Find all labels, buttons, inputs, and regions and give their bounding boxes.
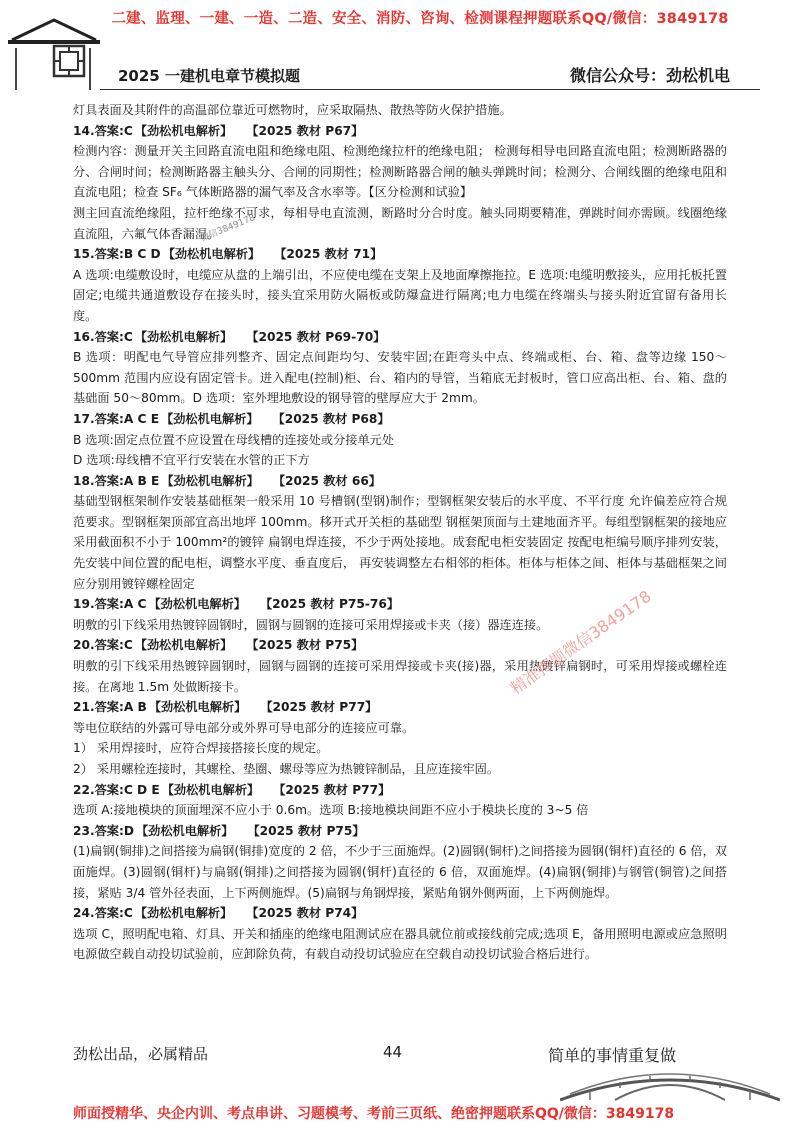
- answer-17-body-2: D 选项:母线槽不宜平行安装在水管的正下方: [73, 453, 310, 468]
- answer-21-item-2: 2） 采用螺栓连接时，其螺栓、垫圈、螺母等应为热镀锌制品，且应连接牢固。: [73, 762, 500, 776]
- answer-15-heading: 15.答案:B C D 【劲松机电解析】 【2025 教材 71】: [73, 247, 383, 262]
- answer-17-body: B 选项:固定点位置不应设置在母线槽的连接处或分接单元处: [73, 432, 395, 447]
- answer-18-heading: 18.答案:A B E 【劲松机电解析】 【2025 教材 66】: [73, 473, 381, 488]
- intro-paragraph: 灯具表面及其附件的高温部位靠近可燃物时，应采取隔热、散热等防火保护措施。: [73, 103, 512, 117]
- answer-20-heading: 20.答案:C 【劲松机电解析】 【2025 教材 P75】: [73, 638, 364, 653]
- header-title: 2025 一建机电章节模拟题: [118, 67, 300, 85]
- answer-21-heading: 21.答案:A B 【劲松机电解析】 【2025 教材 P77】: [73, 700, 378, 715]
- answer-16-body: B 选项：明配电气导管应排列整齐、固定点间距均匀、安装牢固;在距弯头中点、终端或柜、台、箱、盘等边缘 150～500mm 范围内应设有固定管卡。进入配电(控制)柜、台、箱内的导管，当箱底无封板时，管口应高出柜、台、箱、盘的基础面 50～80mm。D 选项：室外埋地敷设的钢导管的壁厚应大于 2mm。: [73, 350, 727, 406]
- bottom-banner: 师面授精华、央企内训、考点串讲、习题模考、考前三页纸、绝密押题联系QQ/微信：3849178: [73, 1106, 675, 1122]
- answer-19-body: 明敷的引下线采用热镀锌圆钢时，圆钢与圆钢的连接可采用焊接或卡夹（接）器连连接。: [73, 617, 549, 632]
- top-banner: 二建、监理、一建、一造、二造、安全、消防、咨询、检测课程押题联系QQ/微信：3849178: [111, 11, 729, 27]
- header-account: 微信公众号：劲松机电: [569, 66, 730, 85]
- answer-24-heading: 24.答案:C 【劲松机电解析】 【2025 教材 P74】: [73, 906, 364, 921]
- diagonal-watermark: 精准押题微信3849178: [506, 586, 655, 699]
- page-number: 44: [383, 1043, 403, 1061]
- chinese-window-deco-icon: [6, 18, 102, 92]
- answer-19-heading: 19.答案:A C 【劲松机电解析】 【2025 教材 P75-76】: [73, 597, 400, 612]
- answer-18-body: 基础型钢框架制作安装基础框架一般采用 10 号槽钢(型钢)制作；型钢框架安装后的水平度、不平行度 允许偏差应符合规范要求。型钢框架顶部宜高出地坪 100mm。移开式开关柜的基础型 钢框架顶面与土建地面齐平。每组型钢框架的接地应采用截面积不小于 100mm²的镀锌 扁钢电焊连接，不少于两处接地。成套配电柜安装固定 按配电柜编号顺序排列安装，先安装中间位置的配电柜，调整水平度、垂直度后， 再安装调整左右相邻的柜体。柜体与柜体之间、柜体与基础框架之间应分别用镀锌螺栓固定: [73, 494, 727, 591]
- answer-14-mnemonic: 测主回直流绝缘阻，拉杆绝缘不可求，每相导电直流测，断路时分合时度。触头同期要精准，弹跳时间亦需顾。线圈绝缘直流阻，六氟气体香漏湿。: [73, 205, 727, 241]
- answer-24-body: 选项 C，照明配电箱、灯具、开关和插座的绝缘电阻测试应在器具就位前或接线前完成;选项 E，备用照明电源或应急照明电源做空载自动投切试验前，应卸除负荷，有载自动投切试验应在空载自动投切试验合格后进行。: [73, 926, 727, 962]
- answer-23-heading: 23.答案:D 【劲松机电解析】 【2025 教材 P75】: [73, 823, 365, 838]
- answer-20-body: 明敷的引下线采用热镀锌圆钢时，圆钢与圆钢的连接可采用焊接或卡夹(接)器，采用热镀锌扁钢时，可采用焊接或螺栓连接。在离地 1.5m 处做断接卡。: [73, 659, 727, 694]
- answer-15-body: A 选项:电缆敷设时，电缆应从盘的上端引出，不应使电缆在支架上及地面摩擦拖拉。E 选项:电缆明敷接头，应用托板托置固定;电缆共通道敷设存在接头时，接头宜采用防火隔板或防爆盒进行隔离;电力电缆在终端头与接头附近宜留有备用长度。: [73, 267, 727, 323]
- footer-slogan-right: 简单的事情重复做: [548, 1046, 677, 1065]
- footer-slogan-left: 劲松出品，必属精品: [73, 1045, 209, 1063]
- answer-23-body: (1)扁钢(铜排)之间搭接为扁钢(铜排)宽度的 2 倍，不少于三面施焊。(2)圆钢(铜杆)之间搭接为圆钢(铜杆)直径的 6 倍，双面施焊。(3)圆钢(铜杆)与扁钢(铜排)之间搭接为圆钢(铜杆)直径的 6 倍，双面施焊。(4)扁钢(铜排)与钢管(铜管)之间搭接，紧贴 3/4 管外径表面，上下两侧施焊。(5)扁钢与角钢焊接，紧贴角钢外侧两面，上下两侧施焊。: [73, 844, 727, 900]
- answer-22-heading: 22.答案:C D E 【劲松机电解析】 【2025 教材 P77】: [73, 782, 391, 797]
- answer-16-heading: 16.答案:C 【劲松机电解析】 【2025 教材 P69-70】: [73, 329, 386, 344]
- stone-bridge-icon: [560, 1064, 780, 1104]
- answer-14-heading: 14.答案:C 【劲松机电解析】 【2025 教材 P67】: [73, 123, 364, 138]
- answer-content: [73, 100, 727, 965]
- answer-17-heading: 17.答案:A C E 【劲松机电解析】 【2025 教材 P68】: [73, 411, 390, 426]
- answer-14-body: 检测内容：测量开关主回路直流电阻和绝缘电阻、检测绝缘拉杆的绝缘电阻； 检测每相导电回路直流电阻；检测断路器的分、合闸时间；检测断路器主触头分、合闸的同期性；检测断路器合闸的触头弹跳时间；检测分、合闸线圈的绝缘电阻和直流电阻；检查 SF₆ 气体断路器的漏气率及含水率等。【区分检测和试验】: [73, 144, 727, 200]
- answer-22-body: 选项 A:接地模块的顶面埋深不应小于 0.6m。选项 B:接地模块间距不应小于模块长度的 3~5 倍: [73, 803, 589, 818]
- answer-21-body: 等电位联结的外露可导电部分或外界可导电部分的连接应可靠。: [73, 720, 415, 735]
- small-watermark: 微信3849178: [199, 213, 257, 245]
- answer-21-item-1: 1） 采用焊接时，应符合焊接搭接长度的规定。: [73, 741, 329, 756]
- header-divider: [100, 89, 760, 90]
